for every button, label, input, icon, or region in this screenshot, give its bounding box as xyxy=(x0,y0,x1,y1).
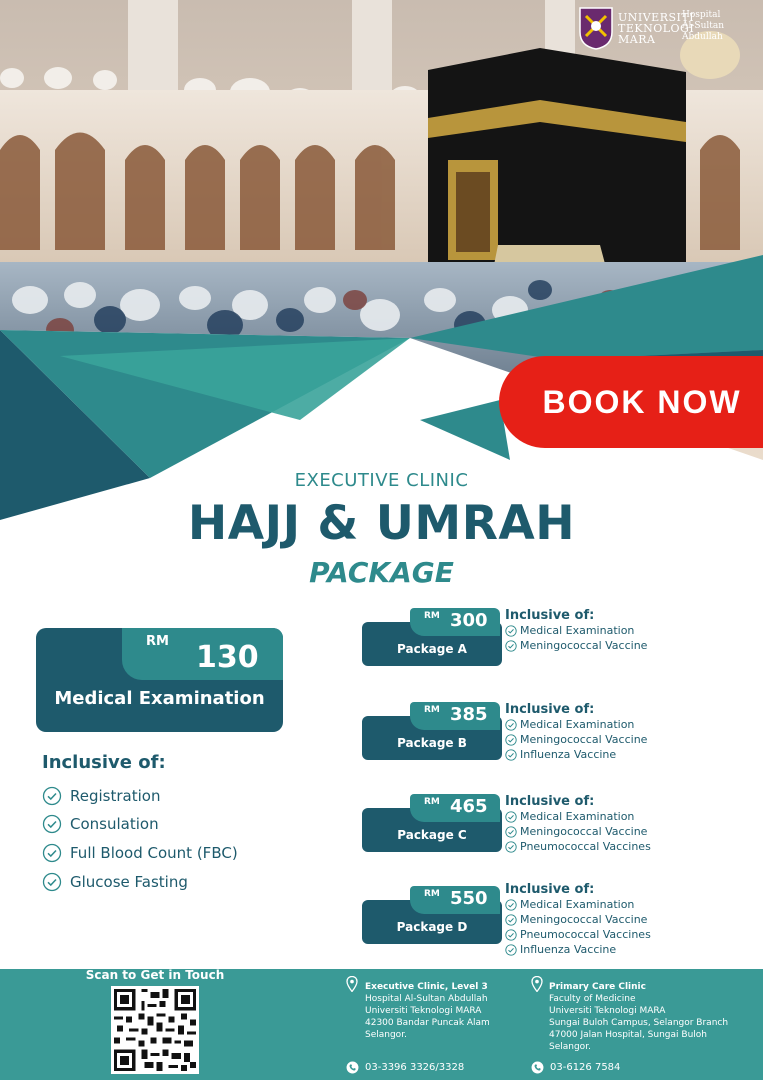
package-price: 465 xyxy=(450,796,488,817)
medical-exam-item-label: Glucose Fasting xyxy=(70,873,188,891)
package-item xyxy=(505,897,651,912)
address-line: 47000 Jalan Hospital, Sungai Buloh xyxy=(549,1030,707,1040)
medical-exam-title: Medical Examination xyxy=(54,688,265,709)
checkmark-circle-icon xyxy=(505,734,517,746)
hospital-line-1: Hospital xyxy=(682,10,721,20)
logo-line-3: MARA xyxy=(618,33,656,46)
checkmark-circle-icon xyxy=(505,625,517,637)
address-line: 42300 Bandar Puncak Alam xyxy=(365,1018,490,1028)
checkmark-circle-icon xyxy=(505,899,517,911)
package-item-label: Meningococcal Vaccine xyxy=(520,825,648,838)
phone-number: 03-3396 3326/3328 xyxy=(365,1062,465,1073)
package-c-inclusions xyxy=(505,794,651,854)
clinic-subtitle: EXECUTIVE CLINIC xyxy=(294,470,469,491)
package-name: Package B xyxy=(397,736,467,750)
location-pin-icon xyxy=(346,976,358,992)
package-item-label: Medical Examination xyxy=(520,718,635,731)
package-item xyxy=(505,747,647,762)
package-inclusive-heading: Inclusive of: xyxy=(505,882,595,897)
package-price: 385 xyxy=(450,704,488,725)
package-item-label: Meningococcal Vaccine xyxy=(520,913,648,926)
checkmark-circle-icon xyxy=(42,786,62,806)
package-item xyxy=(505,927,651,942)
checkmark-circle-icon xyxy=(505,719,517,731)
package-item-label: Medical Examination xyxy=(520,624,635,637)
package-item xyxy=(505,717,647,732)
package-currency: RM xyxy=(424,797,440,807)
address-title: Primary Care Clinic xyxy=(549,982,646,992)
address-line: Selangor. xyxy=(549,1042,591,1052)
page-title: HAJJ & UMRAH xyxy=(187,496,576,551)
uitm-crest-icon xyxy=(578,6,614,50)
package-item xyxy=(505,824,651,839)
hospital-line-2: Al-Sultan Abdullah xyxy=(682,21,725,42)
medical-exam-price: 130 xyxy=(196,640,259,675)
address-line: Universiti Teknologi MARA xyxy=(549,1006,666,1016)
package-item-label: Influenza Vaccine xyxy=(520,943,617,956)
package-item xyxy=(505,809,651,824)
book-now-button[interactable]: BOOK NOW xyxy=(499,356,763,448)
checkmark-circle-icon xyxy=(505,811,517,823)
package-item-label: Medical Examination xyxy=(520,898,635,911)
medical-exam-item xyxy=(42,786,160,806)
uitm-hospital-logo xyxy=(578,4,763,54)
package-name: Package A xyxy=(397,642,467,656)
checkmark-circle-icon xyxy=(42,814,62,834)
executive-clinic-phone[interactable] xyxy=(346,1061,464,1074)
package-item xyxy=(505,623,647,638)
checkmark-circle-icon xyxy=(42,843,62,863)
package-item xyxy=(505,912,651,927)
package-item-label: Meningococcal Vaccine xyxy=(520,639,648,652)
package-name: Package C xyxy=(397,828,467,842)
location-pin-icon xyxy=(531,976,543,992)
phone-number: 03-6126 7584 xyxy=(550,1062,621,1073)
qr-code[interactable] xyxy=(111,986,199,1074)
package-item-label: Pneumococcal Vaccines xyxy=(520,840,651,853)
logo-line-1: UNIVERSITI xyxy=(618,11,695,24)
address-line: Sungai Buloh Campus, Selangor Branch xyxy=(549,1018,729,1028)
checkmark-circle-icon xyxy=(505,841,517,853)
medical-exam-currency: RM xyxy=(146,634,169,649)
package-price: 550 xyxy=(450,888,488,909)
phone-icon xyxy=(531,1061,544,1074)
checkmark-circle-icon xyxy=(505,640,517,652)
package-inclusive-heading: Inclusive of: xyxy=(505,608,595,623)
package-inclusive-heading: Inclusive of: xyxy=(505,702,595,717)
medical-exam-item-label: Consulation xyxy=(70,815,159,833)
phone-icon xyxy=(346,1061,359,1074)
primary-care-phone[interactable] xyxy=(531,1061,620,1074)
package-currency: RM xyxy=(424,611,440,621)
package-item-label: Medical Examination xyxy=(520,810,635,823)
medical-exam-item-label: Registration xyxy=(70,787,161,805)
package-item xyxy=(505,942,651,957)
scan-label: Scan to Get in Touch xyxy=(85,968,225,982)
medical-exam-item xyxy=(42,843,238,863)
checkmark-circle-icon xyxy=(505,944,517,956)
executive-clinic-address xyxy=(365,981,490,1041)
checkmark-circle-icon xyxy=(505,826,517,838)
medical-exam-item-label: Full Blood Count (FBC) xyxy=(70,844,238,862)
checkmark-circle-icon xyxy=(505,749,517,761)
address-line: Selangor. xyxy=(365,1030,407,1040)
package-currency: RM xyxy=(424,705,440,715)
address-line: Hospital Al-Sultan Abdullah xyxy=(365,994,488,1004)
address-line: Universiti Teknologi MARA xyxy=(365,1006,482,1016)
package-a-inclusions xyxy=(505,608,647,653)
package-subtitle: PACKAGE xyxy=(309,556,454,589)
checkmark-circle-icon xyxy=(505,929,517,941)
package-item-label: Pneumococcal Vaccines xyxy=(520,928,651,941)
package-item xyxy=(505,732,647,747)
medical-exam-item xyxy=(42,872,188,892)
checkmark-circle-icon xyxy=(42,872,62,892)
checkmark-circle-icon xyxy=(505,914,517,926)
medical-exam-inclusive-heading: Inclusive of: xyxy=(42,752,166,773)
package-item xyxy=(505,839,651,854)
primary-care-address xyxy=(549,981,728,1053)
package-price: 300 xyxy=(450,610,488,631)
package-d-inclusions xyxy=(505,882,651,957)
logo-line-2: TEKNOLOGI xyxy=(618,22,695,35)
package-b-inclusions xyxy=(505,702,647,762)
package-inclusive-heading: Inclusive of: xyxy=(505,794,595,809)
package-item-label: Influenza Vaccine xyxy=(520,748,617,761)
medical-exam-item xyxy=(42,814,159,834)
package-item-label: Meningococcal Vaccine xyxy=(520,733,648,746)
package-currency: RM xyxy=(424,889,440,899)
address-title: Executive Clinic, Level 3 xyxy=(365,982,488,992)
package-item xyxy=(505,638,647,653)
package-name: Package D xyxy=(396,920,468,934)
address-line: Faculty of Medicine xyxy=(549,994,636,1004)
hospital-name xyxy=(682,10,763,43)
